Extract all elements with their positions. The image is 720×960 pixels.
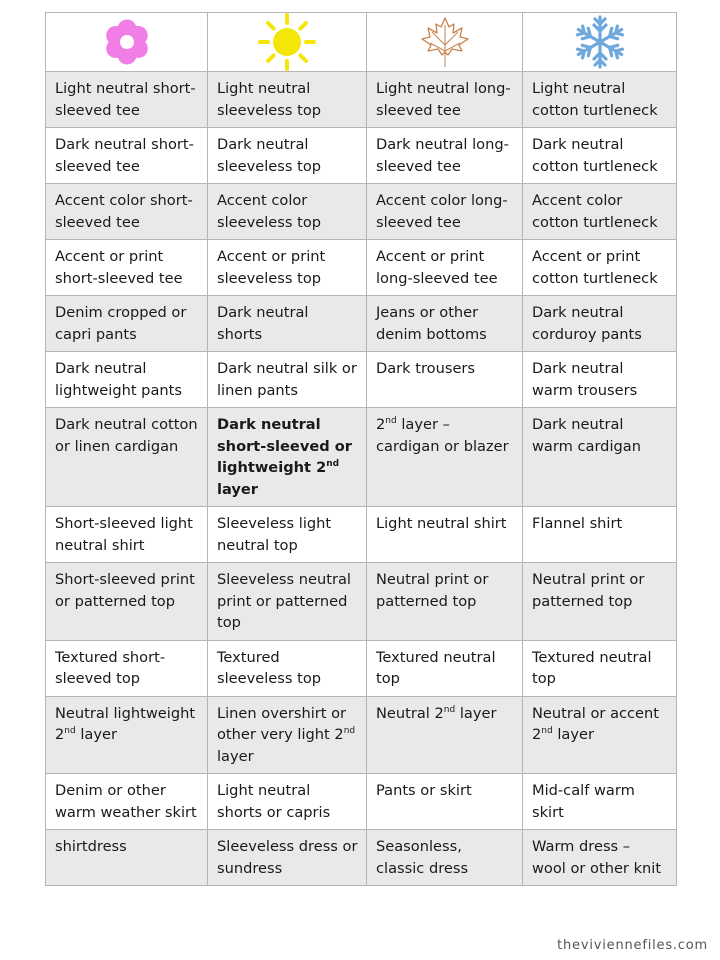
item-text: Sleeveless dress or sundress (217, 838, 358, 877)
table-row (46, 774, 677, 830)
ordinal-suffix: nd (385, 416, 397, 427)
autumn-item-cell (367, 507, 523, 563)
autumn-item-cell (367, 563, 523, 641)
spring-item-cell (46, 352, 208, 408)
item-text: Denim cropped or capri pants (55, 304, 187, 343)
winter-item-cell (523, 240, 677, 296)
item-text: Short-sleeved print or patterned top (55, 571, 195, 610)
autumn-item-cell (367, 640, 523, 696)
winter-item-cell (523, 296, 677, 352)
autumn-item-cell (367, 774, 523, 830)
item-text (217, 705, 355, 765)
item-text: Dark neutral cotton turtleneck (532, 136, 658, 175)
item-text (532, 705, 659, 744)
item-text: Textured neutral top (376, 648, 496, 687)
spring-item-cell (46, 696, 208, 774)
item-text: Accent color short-sleeved tee (55, 192, 193, 231)
autumn-item-cell (367, 184, 523, 240)
item-text: Accent color cotton turtleneck (532, 192, 658, 231)
winter-item-cell (523, 352, 677, 408)
item-text: Dark neutral shorts (217, 304, 309, 343)
summer-item-cell (208, 507, 367, 563)
item-text: Dark neutral silk or linen pants (217, 360, 357, 399)
table-row (46, 696, 677, 774)
autumn-item-cell (367, 408, 523, 507)
item-text (217, 416, 352, 498)
item-text-part: Linen overshirt or other very light 2 (217, 704, 347, 743)
table-row (46, 830, 677, 886)
spring-item-cell (46, 408, 208, 507)
winter-item-cell (523, 696, 677, 774)
autumn-item-cell (367, 240, 523, 296)
autumn-item-cell (367, 72, 523, 128)
spring-item-cell (46, 184, 208, 240)
item-text: Light neutral short-sleeved tee (55, 80, 196, 119)
winter-item-cell (523, 830, 677, 886)
maple-leaf-icon (367, 15, 522, 69)
item-text: Mid-calf warm skirt (532, 782, 635, 821)
item-text (376, 705, 496, 722)
table-row (46, 563, 677, 641)
autumn-item-cell (367, 696, 523, 774)
autumn-header-cell (367, 13, 523, 72)
item-text-part: layer (75, 726, 117, 743)
flower-icon (46, 15, 207, 69)
item-text-part: Dark neutral short-sleeved or lightweight 2 (217, 416, 352, 476)
item-text-part: Neutral or accent 2 (532, 704, 660, 743)
summer-item-cell (208, 352, 367, 408)
table-row (46, 296, 677, 352)
summer-item-cell (208, 774, 367, 830)
spring-item-cell (46, 507, 208, 563)
ordinal-suffix: nd (443, 704, 456, 715)
item-text: Dark neutral short-sleeved tee (55, 136, 194, 175)
summer-item-cell (208, 640, 367, 696)
summer-item-cell (208, 563, 367, 641)
spring-item-cell (46, 128, 208, 184)
spring-item-cell (46, 240, 208, 296)
item-text: shirtdress (55, 838, 127, 855)
item-text-part: layer – cardigan or blazer (376, 416, 509, 455)
autumn-item-cell (367, 830, 523, 886)
autumn-item-cell (367, 352, 523, 408)
winter-item-cell (523, 507, 677, 563)
item-text: Sleeveless neutral print or patterned top (217, 571, 351, 631)
item-text: Textured sleeveless top (217, 648, 322, 687)
item-text: Light neutral cotton turtleneck (532, 80, 658, 119)
item-text: Dark neutral warm cardigan (532, 416, 641, 455)
winter-item-cell (523, 640, 677, 696)
item-text: Accent or print cotton turtleneck (532, 248, 658, 287)
item-text (55, 705, 195, 744)
item-text: Light neutral sleeveless top (217, 80, 322, 119)
item-text: Short-sleeved light neutral shirt (55, 515, 193, 554)
item-text-part: Neutral lightweight 2 (55, 704, 196, 743)
ordinal-suffix: nd (343, 726, 356, 737)
item-text (376, 416, 509, 455)
item-text-part: layer (552, 726, 594, 743)
item-text: Sleeveless light neutral top (217, 515, 332, 554)
summer-item-cell (208, 128, 367, 184)
item-text: Accent or print long-sleeved tee (376, 248, 498, 287)
table-row (46, 72, 677, 128)
table-row (46, 128, 677, 184)
autumn-item-cell (367, 296, 523, 352)
ordinal-suffix: nd (64, 726, 76, 737)
autumn-item-cell (367, 128, 523, 184)
spring-item-cell (46, 640, 208, 696)
item-text: Dark neutral corduroy pants (532, 304, 642, 343)
item-text: Dark neutral lightweight pants (55, 360, 182, 399)
summer-item-cell (208, 296, 367, 352)
winter-item-cell (523, 72, 677, 128)
summer-header-cell (208, 13, 367, 72)
item-text: Neutral print or patterned top (376, 571, 489, 610)
summer-item-cell (208, 696, 367, 774)
season-icon-row (46, 13, 677, 72)
item-text: Accent color long-sleeved tee (376, 192, 508, 231)
item-text-part: layer (217, 747, 254, 765)
item-text: Denim or other warm weather skirt (55, 782, 197, 821)
item-text-part: 2 (376, 416, 386, 433)
item-text: Light neutral shirt (376, 515, 507, 532)
table-row (46, 240, 677, 296)
spring-item-cell (46, 774, 208, 830)
wardrobe-table (45, 12, 677, 886)
table-row (46, 640, 677, 696)
table-row (46, 408, 677, 507)
item-text: Warm dress – wool or other knit (532, 838, 662, 877)
item-text: Flannel shirt (532, 515, 623, 532)
snowflake-icon (523, 14, 676, 70)
spring-item-cell (46, 296, 208, 352)
item-text: Jeans or other denim bottoms (376, 304, 487, 343)
item-text: Neutral print or patterned top (532, 571, 645, 610)
table-row (46, 507, 677, 563)
winter-item-cell (523, 774, 677, 830)
winter-header-cell (523, 13, 677, 72)
spring-header-cell (46, 13, 208, 72)
item-text: Textured neutral top (532, 648, 652, 687)
item-text-part: Neutral 2 (376, 704, 444, 722)
item-text: Accent color sleeveless top (217, 192, 322, 231)
summer-item-cell (208, 240, 367, 296)
item-text: Textured short-sleeved top (55, 648, 166, 687)
spring-item-cell (46, 72, 208, 128)
item-text: Light neutral long-sleeved tee (376, 80, 511, 119)
winter-item-cell (523, 408, 677, 507)
winter-item-cell (523, 563, 677, 641)
item-text: Seasonless, classic dress (376, 838, 469, 877)
item-text: Dark neutral cotton or linen cardigan (55, 416, 198, 455)
item-text: Dark trousers (376, 360, 476, 377)
spring-item-cell (46, 830, 208, 886)
item-text: Accent or print sleeveless top (217, 248, 326, 287)
site-watermark: theviviennefiles.com (557, 938, 708, 953)
summer-item-cell (208, 408, 367, 507)
item-text: Dark neutral warm trousers (532, 360, 638, 399)
item-text-part: layer (217, 480, 259, 498)
item-text: Pants or skirt (376, 782, 472, 799)
item-text: Dark neutral long-sleeved tee (376, 136, 509, 175)
wardrobe-table-body (46, 13, 677, 886)
ordinal-suffix: nd (541, 726, 553, 737)
table-row (46, 352, 677, 408)
winter-item-cell (523, 184, 677, 240)
summer-item-cell (208, 830, 367, 886)
ordinal-suffix: nd (326, 459, 340, 470)
item-text: Light neutral shorts or capris (217, 782, 331, 821)
sun-icon (208, 13, 366, 71)
table-row (46, 184, 677, 240)
spring-item-cell (46, 563, 208, 641)
summer-item-cell (208, 184, 367, 240)
item-text: Accent or print short-sleeved tee (55, 248, 183, 287)
item-text-part: layer (455, 704, 497, 722)
item-text: Dark neutral sleeveless top (217, 136, 322, 175)
winter-item-cell (523, 128, 677, 184)
summer-item-cell (208, 72, 367, 128)
